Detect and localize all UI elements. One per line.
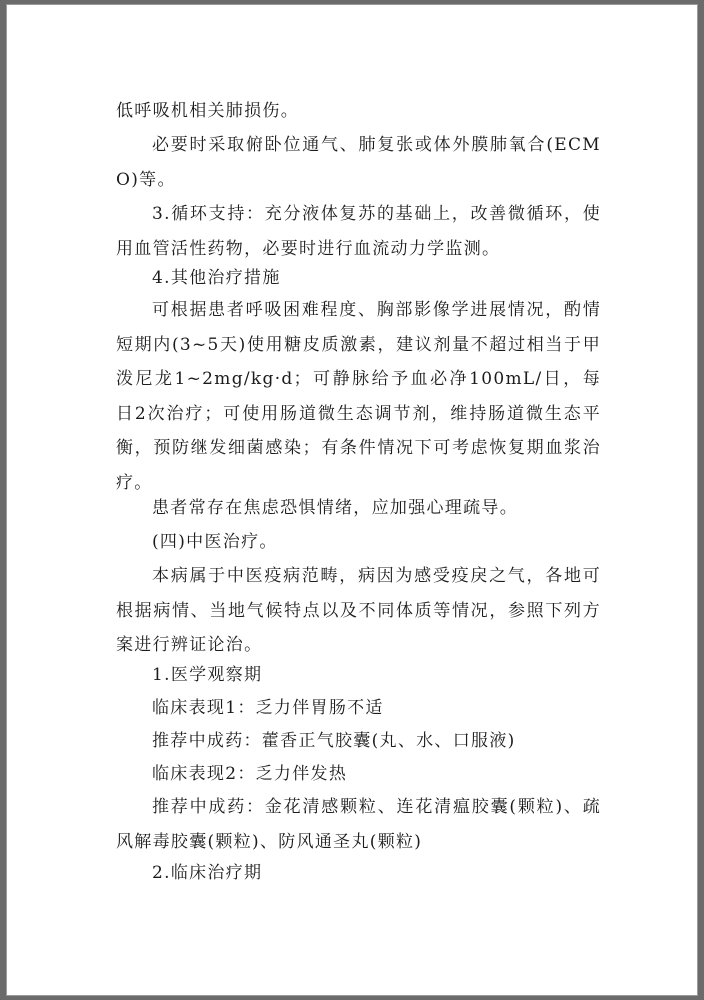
paragraph: 患者常存在焦虑恐惧情绪，应加强心理疏导。 (152, 498, 518, 518)
paragraph: 可根据患者呼吸困难程度、胸部影像学进展情况，酌情短期内(3~5天)使用糖皮质激素，建议剂量不超过相当于甲泼尼龙1~2mg/kg·d；可静脉给予血必净100mL/日，每日2次治疗；可使用肠道微生态调节剂，维持肠道微生态平衡，预防继发细菌感染；有条件情况下可考虑恢复期血浆治疗。 (116, 300, 601, 493)
paragraph: 3.循环支持：充分液体复苏的基础上，改善微循环，使用血管活性药物，必要时进行血流动力学监测。 (116, 204, 601, 259)
paragraph: 必要时采取俯卧位通气、肺复张或体外膜肺氧合(ECMO)等。 (116, 135, 601, 190)
paragraph: 推荐中成药：金花清感颗粒、连花清瘟胶囊(颗粒)、疏风解毒胶囊(颗粒)、防风通圣丸(颗粒) (116, 797, 601, 852)
subsection-heading: 2.临床治疗期 (152, 863, 263, 883)
paragraph: 临床表现1：乏力伴胃肠不适 (152, 698, 384, 718)
section-heading: 4.其他治疗措施 (152, 268, 281, 288)
document-page (6, 4, 698, 996)
paragraph: 推荐中成药：藿香正气胶囊(丸、水、口服液) (152, 731, 516, 751)
paragraph: 低呼吸机相关肺损伤。 (116, 101, 299, 121)
paragraph: 临床表现2：乏力伴发热 (152, 764, 348, 784)
subsection-heading: 1.医学观察期 (152, 665, 263, 685)
section-heading: (四)中医治疗。 (152, 532, 278, 552)
paragraph: 本病属于中医疫病范畴，病因为感受疫戾之气，各地可根据病情、当地气候特点以及不同体质等情况，参照下列方案进行辨证论治。 (116, 566, 601, 656)
